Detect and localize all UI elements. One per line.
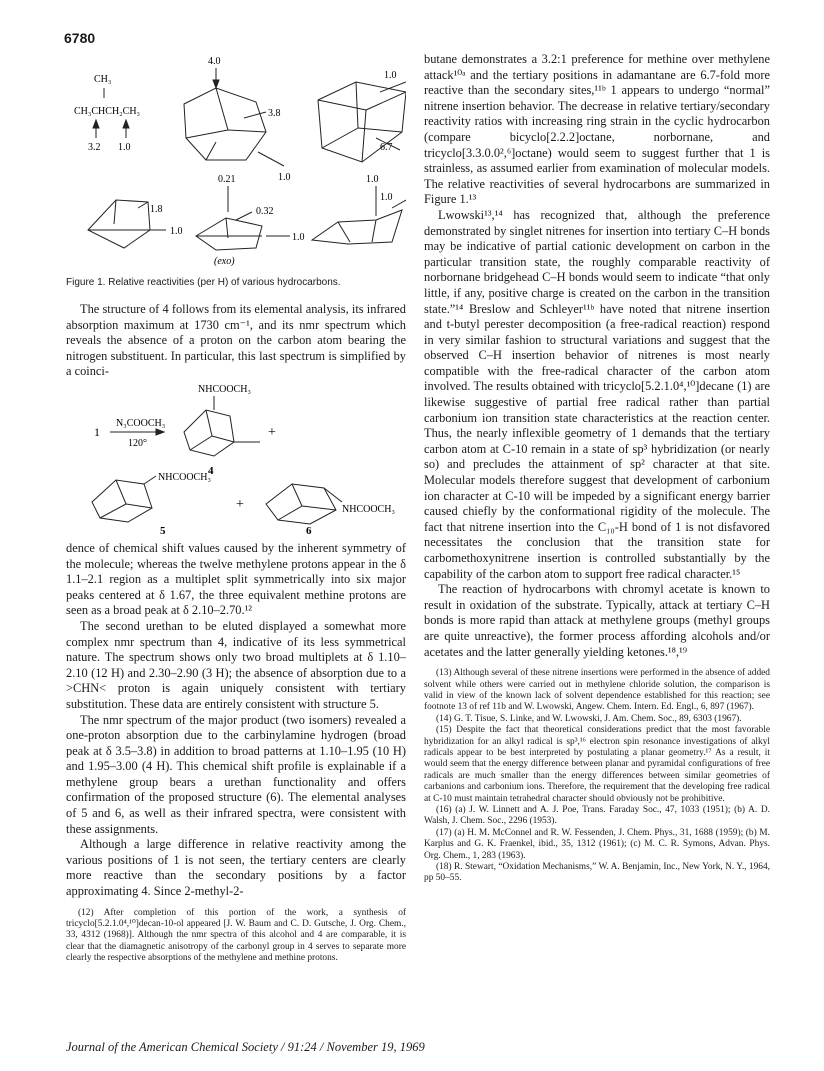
right-footnotes: [424, 668, 770, 885]
footnote-16: (16) (a) J. W. Linnett and A. J. Poe, Trans. Faraday Soc., 47, 1033 (1951); (b) A. D. Walsh, J. Chem. Soc., 2296 (1953).: [424, 805, 770, 827]
footnote-12: (12) After completion of this portion of the work, a synthesis of tricyclo[5.2.1.0⁴,¹⁰]decan-10-ol appeared [J. W. Baum and C. D. Gutsche, J. Org. Chem., 33, 4312 (1968)]. Although the nmr spectra of this alcohol and 4 are comparable, it is clear that the diamagnetic anisotropy of the carbonyl group in 4 serves to separate more clearly the respective absorptions of the methylene and methine protons.: [66, 907, 406, 964]
value-1-0-mid: 1.0: [366, 174, 379, 185]
left-paragraph-1: The structure of 4 follows from its elemental analysis, its infrared absorption maximum at 1730 cm⁻¹, and its nmr spectrum which reveals the absence of a proton on the carbon atom bearing the nitrogen substituent. In particular, this last spectrum is simplified by a coinci-: [66, 302, 406, 379]
nhcooch3-top: NHCOOCH₃: [198, 383, 251, 395]
plus-sign-2: +: [236, 496, 244, 512]
reagent-label: N₃COOCH₃: [116, 417, 166, 429]
nhcooch3-5: NHCOOCH₃: [158, 471, 211, 483]
plus-sign-1: +: [268, 424, 276, 440]
mol1-value-a: 3.2: [88, 142, 101, 153]
figure-caption: Figure 1. Relative reactivities (per H) of various hydrocarbons.: [66, 277, 341, 288]
figure-1: [66, 52, 406, 268]
value-0-32: 0.32: [256, 206, 274, 217]
right-paragraph-3: The reaction of hydrocarbons with chromyl acetate is known to result in oxidation of the substrate. Typically, attack at tertiary C–H bonds is more rapid than attack at methylene groups (methyl groups are quite unreactive), the former process affording alcohols and/or acetates and the latter generally yielding ketones.¹⁸,¹⁹: [424, 582, 770, 659]
mol1-methyl: CH₃: [94, 74, 112, 85]
mol1-chain: CH₃CHCH₂CH₃: [74, 106, 141, 117]
value-1-0-b: 1.0: [170, 226, 183, 237]
reaction-scheme: [66, 380, 406, 536]
left-paragraph-4: The nmr spectrum of the major product (two isomers) revealed a one-proton absorption due to the carbinylamine hydrogen (broad peak at δ 3.5–3.8) in addition to broad patterns at 1.10–1.95 (10 H) and 1.95–3.00 (4 H). This chemical shift profile is explainable if a methylene group bears a urethan functionality and offers confirmation of the proposed structure (6). The elemental analyses of 5 and 6, as well as their infrared spectra, were consistent with these assignments.: [66, 712, 406, 836]
value-1-0-top: 1.0: [384, 70, 397, 81]
value-1-0-d: 1.0: [380, 192, 393, 203]
value-1-0-c: 1.0: [292, 232, 305, 243]
value-3-8: 3.8: [268, 108, 281, 119]
left-paragraph-3: The second urethan to be eluted displayed a somewhat more complex nmr spectrum than 4, indicative of its less symmetrical nature. The spectrum shows only two broad multiplets at δ 1.10–2.10 (12 H) and 2.30–2.90 (3 H); the absence of absorption due to a >CHN< proton is again uniquely consistent with tertiary substitution. These data are entirely consistent with structure 5.: [66, 618, 406, 711]
right-column: [424, 52, 770, 885]
left-paragraph-5: Although a large difference in relative reactivity among the various positions of 1 is not seen, the tertiary centers are clearly more reactive than the secondary positions by a factor approximating 4. Since 2-methyl-2-: [66, 837, 406, 899]
value-4-0: 4.0: [208, 56, 221, 67]
value-0-21: 0.21: [218, 174, 236, 185]
value-6-7: 6.7: [380, 142, 393, 153]
compound-4-label: 4: [208, 464, 214, 477]
footnote-13: (13) Although several of these nitrene insertions were performed in the absence of added solvent while others were carried out in methylene chloride solution, the comparison is valid in view of the known lack of solvent dependence established for this reaction; see footnote 13 of ref 11b and W. Lwowski, Angew. Chem. Intern. Ed. Engl., 6, 897 (1967).: [424, 668, 770, 713]
nhcooch3-6: NHCOOCH₃: [342, 503, 395, 515]
right-paragraph-2: Lwowski¹³,¹⁴ has recognized that, although the preference demonstrated by singlet nitrenes for insertion into tertiary C–H bonds may be indicative of partial cationic development on carbon in the particular transition state, the roughly comparable reactivity of norbornane bridgehead C–H bonds would seem to indicate “that only little, if any, positive charge is created on the carbon in the transition state.”¹⁴ Breslow and Schleyer¹¹ᵇ have noted that nitrene insertion and t-butyl perester decomposition (a free-radical reaction) respond in very similar fashion to structural variations and suggest that the observed C–H insertion behavior of nitrenes is most nearly compatible with the free-radical character of the carbon atom involved. The results obtained with tricyclo[5.2.1.0⁴,¹⁰]decane (1) are likewise suggestive of partial free radical rather than partial carbonium ion transition state characteristics at the reaction center. Thus, the nearly inflexible geometry of 1 demands that the tertiary carbon atom at C-10 remain in a state of sp³ hybridization (or nearly so) and precludes the attainment of sp² character at that site. Molecular models therefore suggest that development of carbonium ion character at C-10 will be impeded by a significant energy barrier caused chiefly by the conformational rigidity of the molecule. The fact that nitrene insertion into the C₁₀-H bond of 1 is not disfavored necessitates the conclusion that the transition state for carbomethoxynitrene insertion is controlled substantially by the capability of the carbon atom to support free radical character.¹⁵: [424, 207, 770, 581]
footnote-18: (18) R. Stewart, “Oxidation Mechanisms,” W. A. Benjamin, Inc., New York, N. Y., 1964, pp 50–55.: [424, 862, 770, 884]
footnote-14: (14) G. T. Tisue, S. Linke, and W. Lwowski, J. Am. Chem. Soc., 89, 6303 (1967).: [436, 713, 742, 724]
value-1-8: 1.8: [150, 204, 163, 215]
compound-5-label: 5: [160, 524, 166, 536]
exo-label: (exo): [214, 256, 235, 267]
value-1-0-a: 1.0: [278, 172, 291, 183]
journal-footer: Journal of the American Chemical Society / 91:24 / November 19, 1969: [66, 1040, 425, 1054]
footnote-17: (17) (a) H. M. McConnel and R. W. Fessenden, J. Chem. Phys., 31, 1688 (1959); (b) M. Karplus and G. K. Fraenkel, ibid., 35, 1312 (1961); (c) M. C. R. Symons, Advan. Phys. Org. Chem., 1, 283 (1963).: [424, 827, 770, 861]
reactant-1: 1: [94, 424, 100, 439]
mol1-value-b: 1.0: [118, 142, 131, 153]
right-paragraph-1: butane demonstrates a 3.2:1 preference for methine over methylene attack¹⁰ᵃ and the tertiary positions in adamantane are 6.7-fold more reactive than the secondary sites,¹¹ᵇ 1 appears to undergo “normal” nitrene insertion behavior. The decrease in relative tertiary/secondary reactivity ratios with increasing ring strain in the cyclic hydrocarbon (compare bicyclo[2.2.2]octane, norbornane, and tricyclo[3.3.0.0²,⁶]octane) would seem to suggest further that 1 is strainless, as assumed earlier from examination of molecular models. The relative reactivities of several hydrocarbons are summarized in Figure 1.¹³: [424, 52, 770, 207]
page-number: 6780: [64, 30, 96, 46]
left-footnotes: [66, 908, 406, 965]
left-paragraph-2: dence of chemical shift values caused by the inherent symmetry of the molecule; whereas the twelve methylene protons appear in the δ 1.1–2.1 region as a multiplet split symmetrically into six major peaks centered at δ 1.67, the three equivalent methine protons are seen as a broad peak at δ 2.10–2.70.¹²: [66, 540, 406, 618]
footnote-15: (15) Despite the fact that theoretical considerations predict that the most favorable hybridization for an alkyl radical is sp³,¹⁶ electron spin resonance investigations of alkyl radicals appear to be best interpreted by postulating a planar geometry.¹⁷ As a result, it would seem that the energy difference between planar and pyramidal configurations of free radicals are much smaller than the energy differences between similar geometries of carbanions and carbonium ions. Therefore, the requirement that the developing free radical at C-10 must maintain tetrahedral character should obviously not be prohibitive.: [424, 725, 770, 804]
temperature-label: 120°: [128, 437, 147, 449]
compound-6-label: 6: [306, 524, 312, 536]
left-column: [66, 52, 406, 965]
